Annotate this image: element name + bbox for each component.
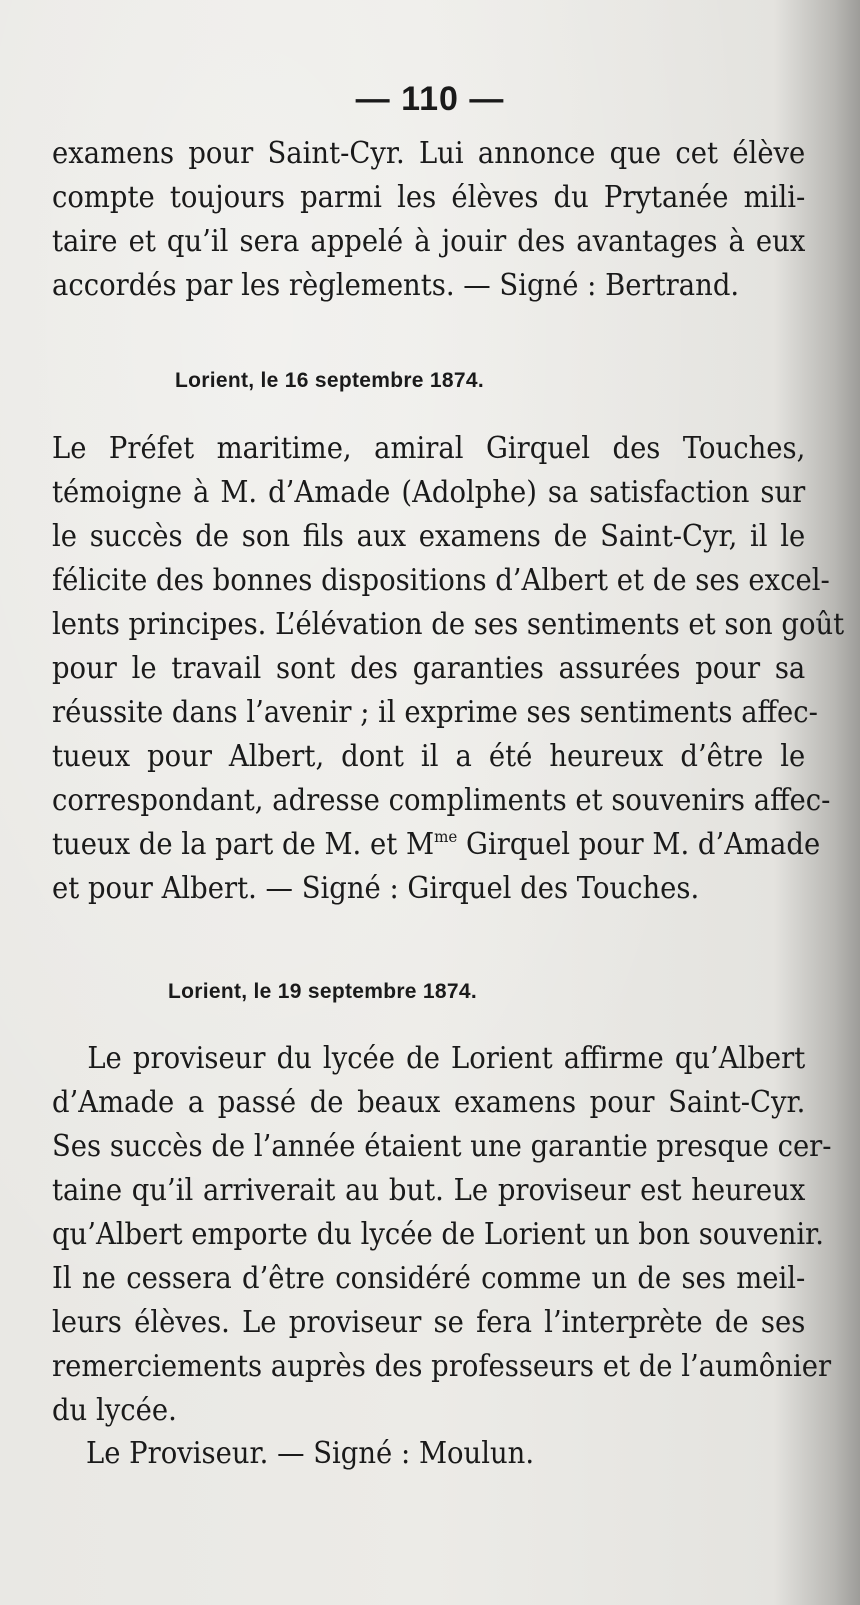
text-line: pour le travail sont des garanties assurées pour sa: [52, 651, 806, 685]
text-line: le succès de son fils aux examens de Saint-Cyr, il le: [52, 519, 806, 553]
text-fragment: Girquel pour M. d’Amade: [457, 827, 821, 861]
text-line: Il ne cessera d’être considéré comme un de ses meil-: [52, 1261, 806, 1295]
text-line: taine qu’il arriverait au but. Le proviseur est heureux: [52, 1173, 806, 1207]
dateline: Lorient, le 16 septembre 1874.: [175, 369, 484, 392]
text-line: témoigne à M. d’Amade (Adolphe) sa satisfaction sur: [52, 475, 806, 509]
text-line: leurs élèves. Le proviseur se fera l’interprète de ses: [52, 1305, 806, 1339]
text-line: lents principes. L’élévation de ses sentiments et son goût: [52, 607, 845, 641]
text-line: accordés par les règlements. — Signé : Bertrand.: [52, 268, 740, 302]
text-line: compte toujours parmi les élèves du Prytanée mili-: [52, 180, 806, 214]
text-line: Le proviseur du lycée de Lorient affirme qu’Albert: [87, 1041, 806, 1075]
paragraph-prefet: [52, 426, 845, 910]
text-line: Le Préfet maritime, amiral Girquel des Touches,: [52, 431, 806, 465]
text-line: réussite dans l’avenir ; il exprime ses sentiments affec-: [52, 695, 818, 729]
dateline: Lorient, le 19 septembre 1874.: [168, 980, 477, 1003]
page-number: — 110 —: [355, 80, 505, 118]
text-line: félicite des bonnes dispositions d’Albert et de ses excel-: [52, 563, 830, 597]
text-line: qu’Albert emporte du lycée de Lorient un bon souvenir.: [52, 1217, 825, 1251]
text-line: correspondant, adresse compliments et souvenirs affec-: [52, 783, 831, 817]
superscript: me: [434, 826, 458, 846]
text-line: du lycée.: [52, 1393, 177, 1427]
text-line: tueux pour Albert, dont il a été heureux d’être le: [52, 739, 806, 773]
text-line: examens pour Saint-Cyr. Lui annonce que cet élève: [52, 136, 806, 170]
paragraph-proviseur: [52, 1036, 832, 1432]
text-line: Ses succès de l’année étaient une garantie presque cer-: [52, 1129, 832, 1163]
signoff: Le Proviseur. — Signé : Moulun.: [86, 1436, 535, 1470]
text-fragment: tueux de la part de M. et M: [52, 827, 435, 861]
text-line: d’Amade a passé de beaux examens pour Saint-Cyr.: [52, 1085, 806, 1119]
text-line: [52, 822, 821, 866]
text-line: remerciements auprès des professeurs et de l’aumônier: [52, 1349, 832, 1383]
text-line: et pour Albert. — Signé : Girquel des Touches.: [52, 871, 700, 905]
paragraph-continuation: [52, 131, 805, 307]
text-line: taire et qu’il sera appelé à jouir des avantages à eux: [52, 224, 806, 258]
